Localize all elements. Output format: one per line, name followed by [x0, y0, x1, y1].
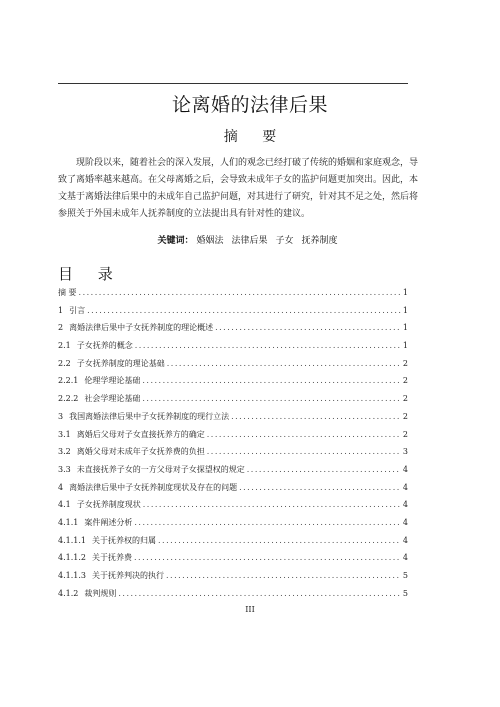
toc-entry-title: 关于抚养判决的执行 — [92, 571, 164, 580]
header-rule — [58, 83, 408, 84]
toc-entry[interactable] — [58, 483, 408, 501]
toc-entry-number: 4 — [58, 482, 64, 492]
toc-entry-number: 2.1 — [58, 341, 71, 351]
toc-entry-number: 4.1 — [58, 500, 71, 510]
toc-entry-page: 4 — [402, 553, 408, 563]
toc-entry[interactable] — [58, 500, 408, 518]
toc-entry-title: 离婚后父母对子女直接抚养方的确定 — [76, 429, 205, 439]
toc-entry[interactable] — [58, 571, 408, 589]
toc-entry-number: 1 — [58, 305, 64, 315]
toc-leader-dots — [118, 589, 401, 599]
toc-leader-dots — [87, 306, 401, 316]
toc-entry[interactable] — [58, 553, 408, 571]
toc-entry-title: 离婚法律后果中子女抚养制度的理论概述 — [69, 323, 214, 333]
toc-entry-number: 4.1.2 — [58, 588, 79, 598]
toc-entry[interactable] — [58, 447, 408, 465]
toc-entry-title: 关于抚养费 — [92, 553, 132, 563]
document-title: 论离婚的法律后果 — [171, 94, 328, 116]
toc-entry-title: 子女抚养制度现状 — [76, 500, 141, 510]
toc-entry-page: 4 — [402, 500, 408, 510]
toc-entry-title: 子女抚养的概念 — [76, 341, 133, 351]
toc-entry-page: 4 — [402, 464, 408, 474]
page-number: III — [245, 605, 255, 614]
toc-entry-page: 2 — [402, 429, 408, 439]
toc-entry-number: 4.1.1 — [58, 517, 79, 527]
toc-entry-page: 2 — [402, 411, 408, 421]
toc-entry-page: 4 — [402, 535, 408, 545]
toc-entry-title: 我国离婚法律后果中子女抚养制度的现行立法 — [69, 411, 230, 421]
toc-entry-number: 3 — [58, 411, 64, 421]
toc-entry-title: 摘 要 — [58, 288, 77, 297]
toc-heading: 目 录 — [58, 265, 123, 283]
toc-entry-page: 1 — [402, 305, 408, 315]
toc-entry-title: 案件阐述分析 — [84, 517, 133, 527]
toc-entry-number: 2.2.2 — [58, 394, 79, 404]
toc-leader-dots — [134, 553, 401, 563]
toc-entry-title: 离婚父母对未成年子女抚养费的负担 — [76, 447, 205, 457]
toc-leader-dots — [167, 359, 401, 369]
toc-entry-page: 5 — [402, 571, 408, 580]
toc-entry[interactable] — [58, 465, 408, 483]
keyword-item: 抚养制度 — [301, 236, 338, 246]
toc-entry[interactable] — [58, 412, 408, 430]
toc-leader-dots — [207, 447, 401, 457]
toc-entry-number: 2 — [58, 323, 64, 333]
toc-leader-dots — [134, 518, 401, 528]
keyword-item: 婚姻法 — [196, 236, 224, 246]
table-of-contents — [58, 288, 408, 606]
toc-entry-page: 1 — [402, 323, 408, 333]
toc-entry-page: 2 — [402, 394, 408, 404]
toc-leader-dots — [142, 394, 401, 404]
keywords-label: 关键词： — [157, 236, 194, 246]
toc-entry-page: 4 — [402, 482, 408, 492]
keyword-item: 子女 — [275, 236, 294, 246]
toc-entry[interactable] — [58, 341, 408, 359]
keywords-line — [0, 235, 500, 247]
toc-entry-title: 伦理学理论基础 — [84, 376, 141, 386]
toc-entry[interactable] — [58, 306, 408, 324]
toc-entry[interactable] — [58, 359, 408, 377]
toc-entry[interactable] — [58, 323, 408, 341]
toc-entry-page: 3 — [402, 447, 408, 457]
abstract-body: 现阶段以来，随着社会的深入发展，人们的观念已经打破了传统的婚姻和家庭观念，导致了离婚率越来越高。在父母离婚之后，会导致未成年子女的监护问题更加突出。因此，本文基于离婚法律后果中的未成年自己监护问题，对其进行了研究，针对其不足之处，然后将参照关于外国未成年人抚养制度的立法提出具有针对性的建议。 — [58, 158, 419, 219]
toc-leader-dots — [79, 288, 401, 298]
toc-entry-title: 未直接抚养子女的一方父母对子女探望权的规定 — [76, 464, 245, 474]
toc-entry-title: 社会学理论基础 — [84, 394, 141, 404]
toc-entry-number: 4.1.1.3 — [58, 571, 86, 580]
toc-entry[interactable] — [58, 288, 408, 306]
toc-entry-number: 3.2 — [58, 447, 71, 457]
toc-entry[interactable] — [58, 376, 408, 394]
toc-entry-number: 3.1 — [58, 429, 71, 439]
toc-leader-dots — [247, 465, 401, 475]
toc-entry-page: 2 — [402, 358, 408, 368]
toc-entry-title: 离婚法律后果中子女抚养制度现状及存在的问题 — [69, 482, 238, 492]
toc-entry-number: 3.3 — [58, 464, 71, 474]
toc-entry-number: 2.2.1 — [58, 376, 79, 386]
toc-leader-dots — [143, 500, 401, 510]
toc-entry[interactable] — [58, 394, 408, 412]
toc-entry-title: 关于抚养权的归属 — [92, 535, 156, 545]
toc-entry-page: 2 — [402, 376, 408, 386]
toc-entry-number: 2.2 — [58, 358, 71, 368]
abstract-heading: 摘 要 — [223, 129, 287, 145]
toc-leader-dots — [142, 376, 401, 386]
toc-entry[interactable] — [58, 518, 408, 536]
toc-entry-page: 5 — [402, 588, 408, 598]
toc-leader-dots — [135, 341, 401, 351]
toc-leader-dots — [231, 412, 401, 422]
toc-entry[interactable] — [58, 536, 408, 554]
toc-entry-number: 4.1.1.1 — [58, 535, 86, 545]
toc-entry-page: 4 — [402, 517, 408, 527]
toc-leader-dots — [166, 571, 401, 581]
toc-entry-page: 1 — [402, 288, 408, 297]
toc-entry-title: 子女抚养制度的理论基础 — [76, 358, 165, 368]
toc-leader-dots — [215, 323, 401, 333]
toc-leader-dots — [158, 536, 401, 546]
toc-entry-title: 引言 — [69, 305, 86, 315]
toc-entry-number: 4.1.1.2 — [58, 553, 86, 563]
toc-entry[interactable] — [58, 589, 408, 607]
toc-entry[interactable] — [58, 430, 408, 448]
toc-leader-dots — [239, 483, 401, 493]
toc-entry-page: 1 — [402, 341, 408, 351]
keyword-item: 法律后果 — [231, 236, 268, 246]
toc-entry-title: 裁判规则 — [84, 588, 117, 598]
toc-leader-dots — [207, 430, 401, 440]
